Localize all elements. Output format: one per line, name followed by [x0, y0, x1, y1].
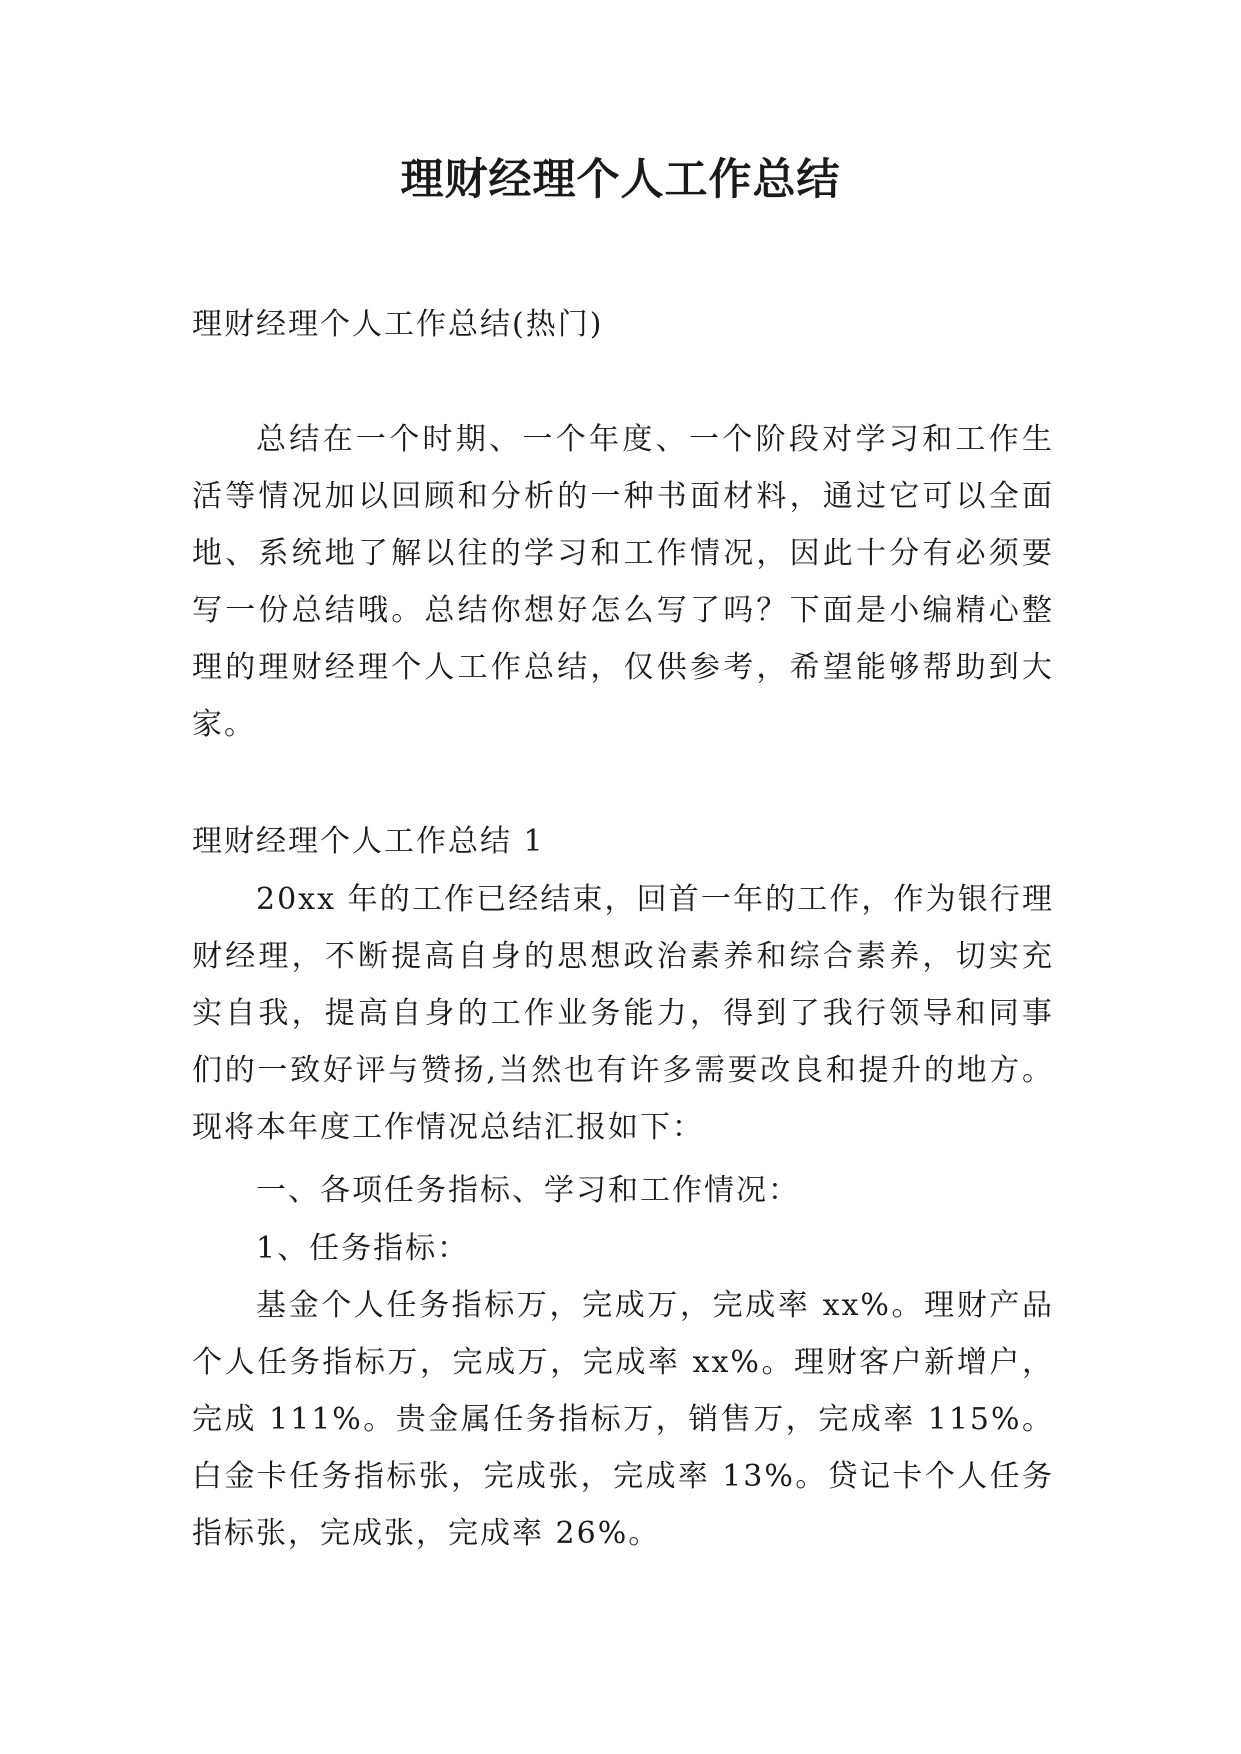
task-metrics-paragraph: 基金个人任务指标万，完成万，完成率 xx%。理财产品个人任务指标万，完成万，完成率 xx%。理财客户新增户，完成 111%。贵金属任务指标万，销售万，完成率 115%。白金卡任务指标张，完成张，完成率 13%。贷记卡个人任务指标张，完成张，完成率 26%。	[192, 1288, 1054, 1551]
item-heading: 1、任务指标：	[256, 1231, 470, 1266]
section-heading: 理财经理个人工作总结 1	[192, 824, 545, 859]
page-title: 理财经理个人工作总结	[400, 155, 841, 205]
subsection-heading: 一、各项任务指标、学习和工作情况：	[256, 1173, 800, 1208]
intro-paragraph: 总结在一个时期、一个年度、一个阶段对学习和工作生活等情况加以回顾和分析的一种书面材料，通过它可以全面地、系统地了解以往的学习和工作情况，因此十分有必须要写一份总结哦。总结你想好怎么写了吗？下面是小编精心整理的理财经理个人工作总结，仅供参考，希望能够帮助到大家。	[192, 422, 1054, 742]
document-subtitle: 理财经理个人工作总结(热门)	[192, 307, 604, 342]
body-paragraph: 20xx 年的工作已经结束，回首一年的工作，作为银行理财经理，不断提高自身的思想政治素养和综合素养，切实充实自我，提高自身的工作业务能力，得到了我行领导和同事们的一致好评与赞扬,当然也有许多需要改良和提升的地方。现将本年度工作情况总结汇报如下：	[192, 882, 1054, 1145]
